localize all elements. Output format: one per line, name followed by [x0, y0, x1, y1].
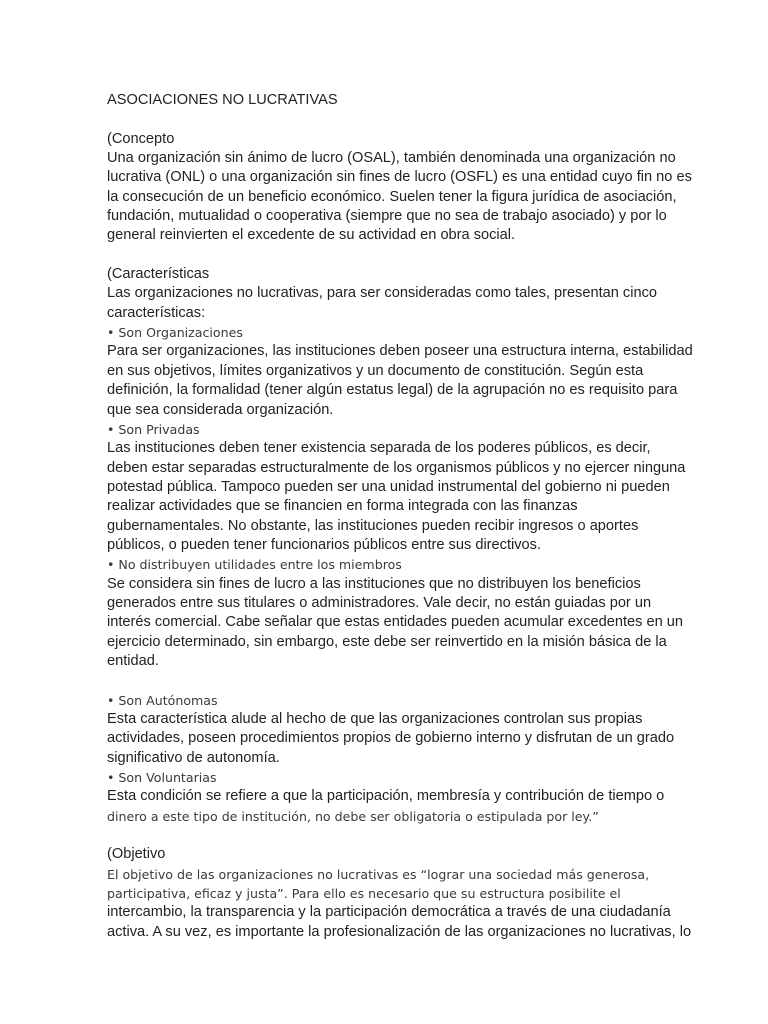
concepto-line: lucrativa (ONL) o una organización sin fines de lucro (OSFL) es una entidad cuyo fin no es [107, 169, 692, 186]
bullet-heading: • Son Voluntarias [107, 770, 217, 786]
paragraph-line: Esta condición se refiere a que la participación, membresía y contribución de tiempo o [107, 788, 665, 805]
paragraph-line: Las instituciones deben tener existencia separada de los poderes públicos, es decir, [107, 440, 651, 457]
bullet-heading: • Son Autónomas [107, 692, 218, 708]
paragraph-line: públicos, o pueden tener funcionarios públicos entre sus directivos. [107, 536, 542, 553]
objetivo-quote-end: participativa, eficaz y justa”. [107, 886, 288, 902]
spacer [107, 826, 667, 845]
paragraph-line: definición, la formalidad (tener algún estatus legal) de la agrupación no es requisito para [107, 382, 678, 399]
paragraph-line: ejercicio determinado, sin embargo, este debe ser reinvertido en la misión básica de la [107, 633, 667, 650]
concepto-line: la consecución de un beneficio económico. Suelen tener la figura jurídica de asociación, [107, 188, 677, 205]
paragraph-line-light: dinero a este tipo de institución, no debe ser obligatoria o estipulada por ley.” [107, 808, 599, 824]
paragraph-line: interés comercial. Cabe señalar que estas entidades pueden acumular excedentes en un [107, 614, 684, 631]
paragraph-line: que sea considerada organización. [107, 401, 334, 418]
concepto-line: Una organización sin ánimo de lucro (OSAL), también denominada una organización no [107, 150, 676, 167]
paragraph-line: en sus objetivos, límites organizativos y un documento de constitución. Según esta [107, 362, 644, 379]
objetivo-tail: Para ello es necesario que su estructura posibilite el [287, 886, 621, 902]
objetivo-line: activa. A su vez, es importante la profesionalización de las organizaciones no lucrativas, lo [107, 923, 692, 940]
paragraph-line: gubernamentales. No obstante, las instituciones pueden recibir ingresos o aportes [107, 517, 639, 534]
concepto-line: general reinvierten el excedente de su actividad en obra social. [107, 227, 516, 244]
paragraph-line: Esta característica alude al hecho de que las organizaciones controlan sus propias [107, 711, 643, 727]
paragraph-line: Se considera sin fines de lucro a las instituciones que no distribuyen los beneficios [107, 575, 641, 592]
bullet-heading: • No distribuyen utilidades entre los miembros [107, 557, 402, 573]
objetivo-heading: (Objetivo [107, 846, 166, 863]
objetivo-line-mixed [107, 884, 667, 903]
paragraph-line: significativo de autonomía. [107, 749, 280, 766]
paragraph-line: generados entre sus titulares o administradores. Vale decir, no están guiadas por un [107, 594, 652, 611]
document-page [107, 91, 693, 942]
paragraph-line: entidad. [107, 652, 159, 669]
paragraph-line: realizar actividades que se financien en forma integrada con las finanzas [107, 498, 578, 515]
spacer [107, 246, 667, 265]
concepto-heading: (Concepto [107, 130, 175, 147]
caracteristicas-intro: Las organizaciones no lucrativas, para ser consideradas como tales, presentan cinco [107, 285, 658, 302]
document-title: ASOCIACIONES NO LUCRATIVAS [107, 92, 338, 108]
spacer [107, 671, 667, 690]
paragraph-line: deben estar separadas estructuralmente de los organismos públicos y no ejercer ninguna [107, 459, 686, 476]
objetivo-line-light: El objetivo de las organizaciones no lucrativas es “lograr una sociedad más generosa, [107, 866, 650, 882]
caracteristicas-heading: (Características [107, 266, 210, 283]
bullet-heading: • Son Organizaciones [107, 325, 243, 341]
caracteristicas-intro: características: [107, 304, 206, 321]
objetivo-line: intercambio, la transparencia y la participación democrática a través de una ciudadanía [107, 904, 671, 921]
paragraph-line: Para ser organizaciones, las instituciones deben poseer una estructura interna, estabilidad [107, 343, 693, 360]
spacer [107, 110, 667, 129]
paragraph-line: potestad pública. Tampoco pueden ser una unidad instrumental del gobierno ni pueden [107, 478, 670, 495]
paragraph-line: actividades, poseen procedimientos propios de gobierno interno y disfrutan de un grado [107, 730, 675, 747]
concepto-line: fundación, mutualidad o cooperativa (siempre que no sea de trabajo asociado) y por lo [107, 208, 667, 225]
bullet-heading: • Son Privadas [107, 421, 200, 437]
